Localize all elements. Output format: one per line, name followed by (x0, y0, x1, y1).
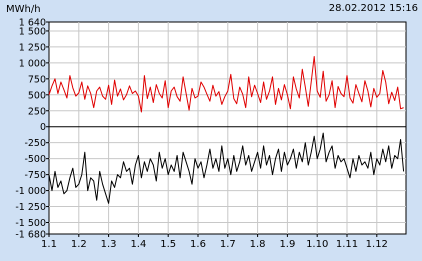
y-tick-label: 250 (27, 106, 46, 118)
x-tick-label: 1.2 (70, 239, 87, 250)
y-tick-label: -1 680 (15, 229, 46, 241)
y-tick-label: -750 (24, 170, 46, 182)
y-tick-label: 0 (39, 122, 46, 134)
y-tick-label: -1 000 (15, 186, 46, 198)
timestamp-label: 28.02.2012 15:16 (328, 3, 418, 14)
x-tick-label: 1.8 (249, 239, 266, 250)
y-tick-label: 1 500 (18, 26, 46, 38)
x-tick-label: 1.7 (219, 239, 236, 250)
x-tick-label: 1.3 (100, 239, 117, 250)
y-tick-label: -1 500 (15, 218, 46, 230)
y-tick-label: 1 000 (18, 58, 46, 70)
x-tick-label: 1.6 (190, 239, 206, 250)
y-tick-label: 1 640 (18, 17, 46, 29)
y-tick-label: -250 (24, 138, 46, 150)
x-tick-label: 1.11 (335, 239, 359, 250)
y-tick-label: -1 250 (15, 202, 46, 214)
y-tick-label: -500 (24, 154, 46, 166)
y-tick-label: 750 (27, 74, 46, 86)
x-tick-label: 1.9 (279, 239, 296, 250)
y-unit-label: MWh/h (6, 4, 41, 15)
x-tick-label: 1.4 (130, 239, 147, 250)
x-tick-label: 1.10 (306, 239, 329, 250)
x-tick-label: 1.1 (41, 239, 57, 250)
x-tick-label: 1.12 (365, 239, 388, 250)
y-tick-label: 500 (27, 90, 46, 102)
x-tick-label: 1.5 (160, 239, 177, 250)
y-tick-label: 1 250 (18, 42, 46, 54)
